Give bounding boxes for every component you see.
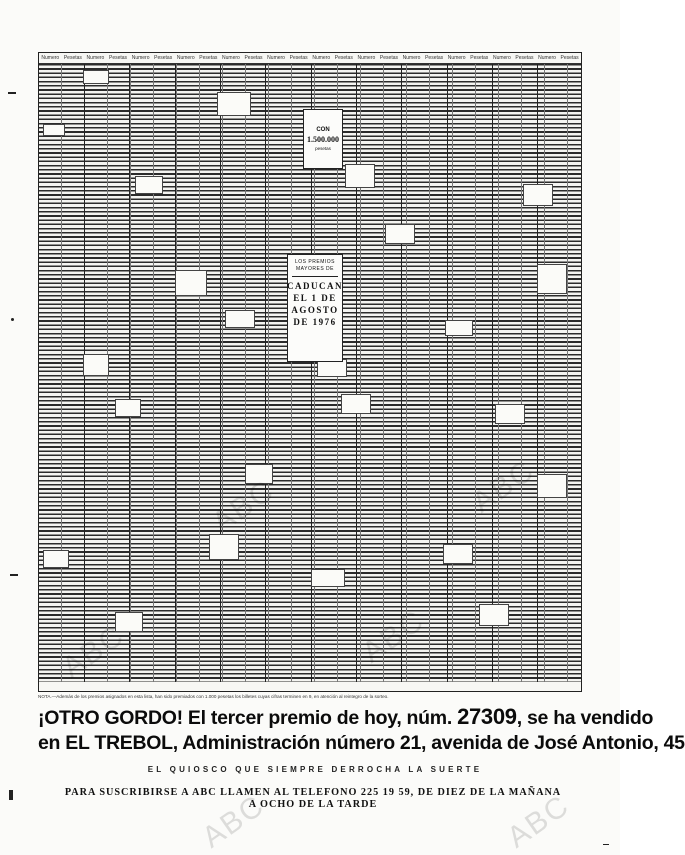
table-header-row: [39, 53, 581, 64]
header-cell: Pesetas: [379, 55, 398, 61]
header-cell: Pesetas: [199, 55, 218, 61]
headline-line-2: [38, 731, 685, 755]
prize-inset: [209, 534, 239, 560]
margin-mark: [8, 92, 16, 94]
header-cell: Pesetas: [244, 55, 263, 61]
header-cell: Numero: [492, 55, 511, 61]
prize-inset: [115, 399, 141, 417]
header-cell: Pesetas: [289, 55, 308, 61]
expiry-notice: [287, 254, 343, 362]
header-cell: Numero: [357, 55, 376, 61]
column-rule: [401, 64, 402, 682]
header-cell: Numero: [312, 55, 331, 61]
headline-text: Administración número 21, avenida de José Antonio, 45: [177, 732, 685, 754]
header-cell: Pesetas: [154, 55, 173, 61]
number-columns: [39, 64, 581, 682]
header-cell: Pesetas: [334, 55, 353, 61]
prize-inset: [83, 70, 109, 84]
headline-text: El tercer premio de hoy, núm.: [182, 707, 458, 729]
header-cell: Pesetas: [108, 55, 128, 61]
prize-inset: [345, 164, 375, 188]
header-cell: Numero: [131, 55, 150, 61]
header-cell: Numero: [176, 55, 195, 61]
jackpot-unit: pesetas: [315, 146, 331, 151]
column-rule: [447, 64, 448, 682]
header-cell: Pesetas: [560, 55, 579, 61]
column-rule: [537, 64, 538, 682]
lottery-results-table: [38, 52, 582, 692]
column-rule: [175, 64, 176, 682]
jackpot-amount: 1.500.000: [307, 135, 339, 144]
prize-inset: [495, 404, 525, 424]
header-cell: Numero: [447, 55, 466, 61]
column-rule: [129, 64, 130, 682]
margin-mark: [10, 574, 18, 576]
column-rule: [492, 64, 493, 682]
notice-divider: [292, 276, 338, 277]
notice-line: MAYORES DE: [296, 266, 334, 272]
prize-inset: [479, 604, 509, 626]
prize-number: 27309: [457, 704, 517, 729]
headline-ad: [38, 704, 685, 755]
prize-inset: [43, 550, 69, 568]
notice-line: AGOSTO: [291, 305, 339, 315]
prize-inset: [217, 92, 251, 116]
notice-line: CADUCAN: [287, 281, 343, 291]
watermark: ABC: [196, 788, 271, 855]
prize-inset: [445, 320, 473, 336]
header-cell: Pesetas: [425, 55, 444, 61]
column-rule: [220, 64, 221, 682]
header-cell: Numero: [538, 55, 556, 61]
notice-line: DE 1976: [293, 317, 337, 327]
prize-inset: [443, 544, 473, 564]
prize-inset: [537, 474, 567, 498]
prize-inset: [175, 270, 207, 296]
subscription-line-2: A OCHO DE LA TARDE: [248, 799, 378, 810]
header-cell: Numero: [267, 55, 285, 61]
prize-inset: [537, 264, 567, 294]
prize-inset: [385, 224, 415, 244]
prize-inset: [341, 394, 371, 414]
prize-inset: [245, 464, 273, 484]
header-cell: Numero: [86, 55, 105, 61]
column-rule: [356, 64, 357, 682]
prize-inset: [83, 354, 109, 376]
headline-text: , se ha vendido: [516, 707, 654, 729]
header-cell: Numero: [222, 55, 240, 61]
jackpot-label: CON: [316, 127, 330, 133]
jackpot-box: [303, 109, 343, 169]
shop-name: EL TREBOL,: [65, 732, 178, 754]
notice-line: LOS PREMIOS: [295, 259, 335, 265]
margin-mark: [11, 318, 14, 321]
headline-line-1: [38, 704, 654, 730]
slogan: EL QUIOSCO QUE SIEMPRE DERROCHA LA SUERTE: [147, 765, 483, 774]
header-cell: Pesetas: [470, 55, 489, 61]
margin-mark: [9, 790, 13, 800]
headline-exclaim: ¡OTRO GORDO!: [38, 707, 183, 729]
prize-inset: [135, 176, 163, 194]
subscription-line-1: PARA SUSCRIBIRSE A ABC LLAMEN AL TELEFONO 225 19 59, DE DIEZ DE LA MAÑANA: [64, 787, 562, 798]
table-footnote: NOTA.—Además de los premios asignados en esta lista, han sido premiados con 1.000 pesetas los billetes cuyas cifras terminen en 9, en atención al reintegro de la sorteo.: [38, 694, 389, 699]
watermark: ABC: [501, 788, 576, 855]
prize-inset: [311, 569, 345, 587]
prize-inset: [225, 310, 255, 328]
margin-mark: [603, 844, 609, 845]
header-cell: Pesetas: [515, 55, 534, 61]
header-cell: Pesetas: [63, 55, 82, 61]
prize-inset: [115, 612, 143, 632]
headline-text: en: [38, 732, 66, 754]
notice-line: EL 1 DE: [293, 293, 337, 303]
column-rule: [265, 64, 266, 682]
header-cell: Numero: [402, 55, 421, 61]
prize-inset: [43, 124, 65, 136]
subscription-notice: [40, 787, 586, 811]
prize-inset: [523, 184, 553, 206]
header-cell: Numero: [41, 55, 60, 61]
